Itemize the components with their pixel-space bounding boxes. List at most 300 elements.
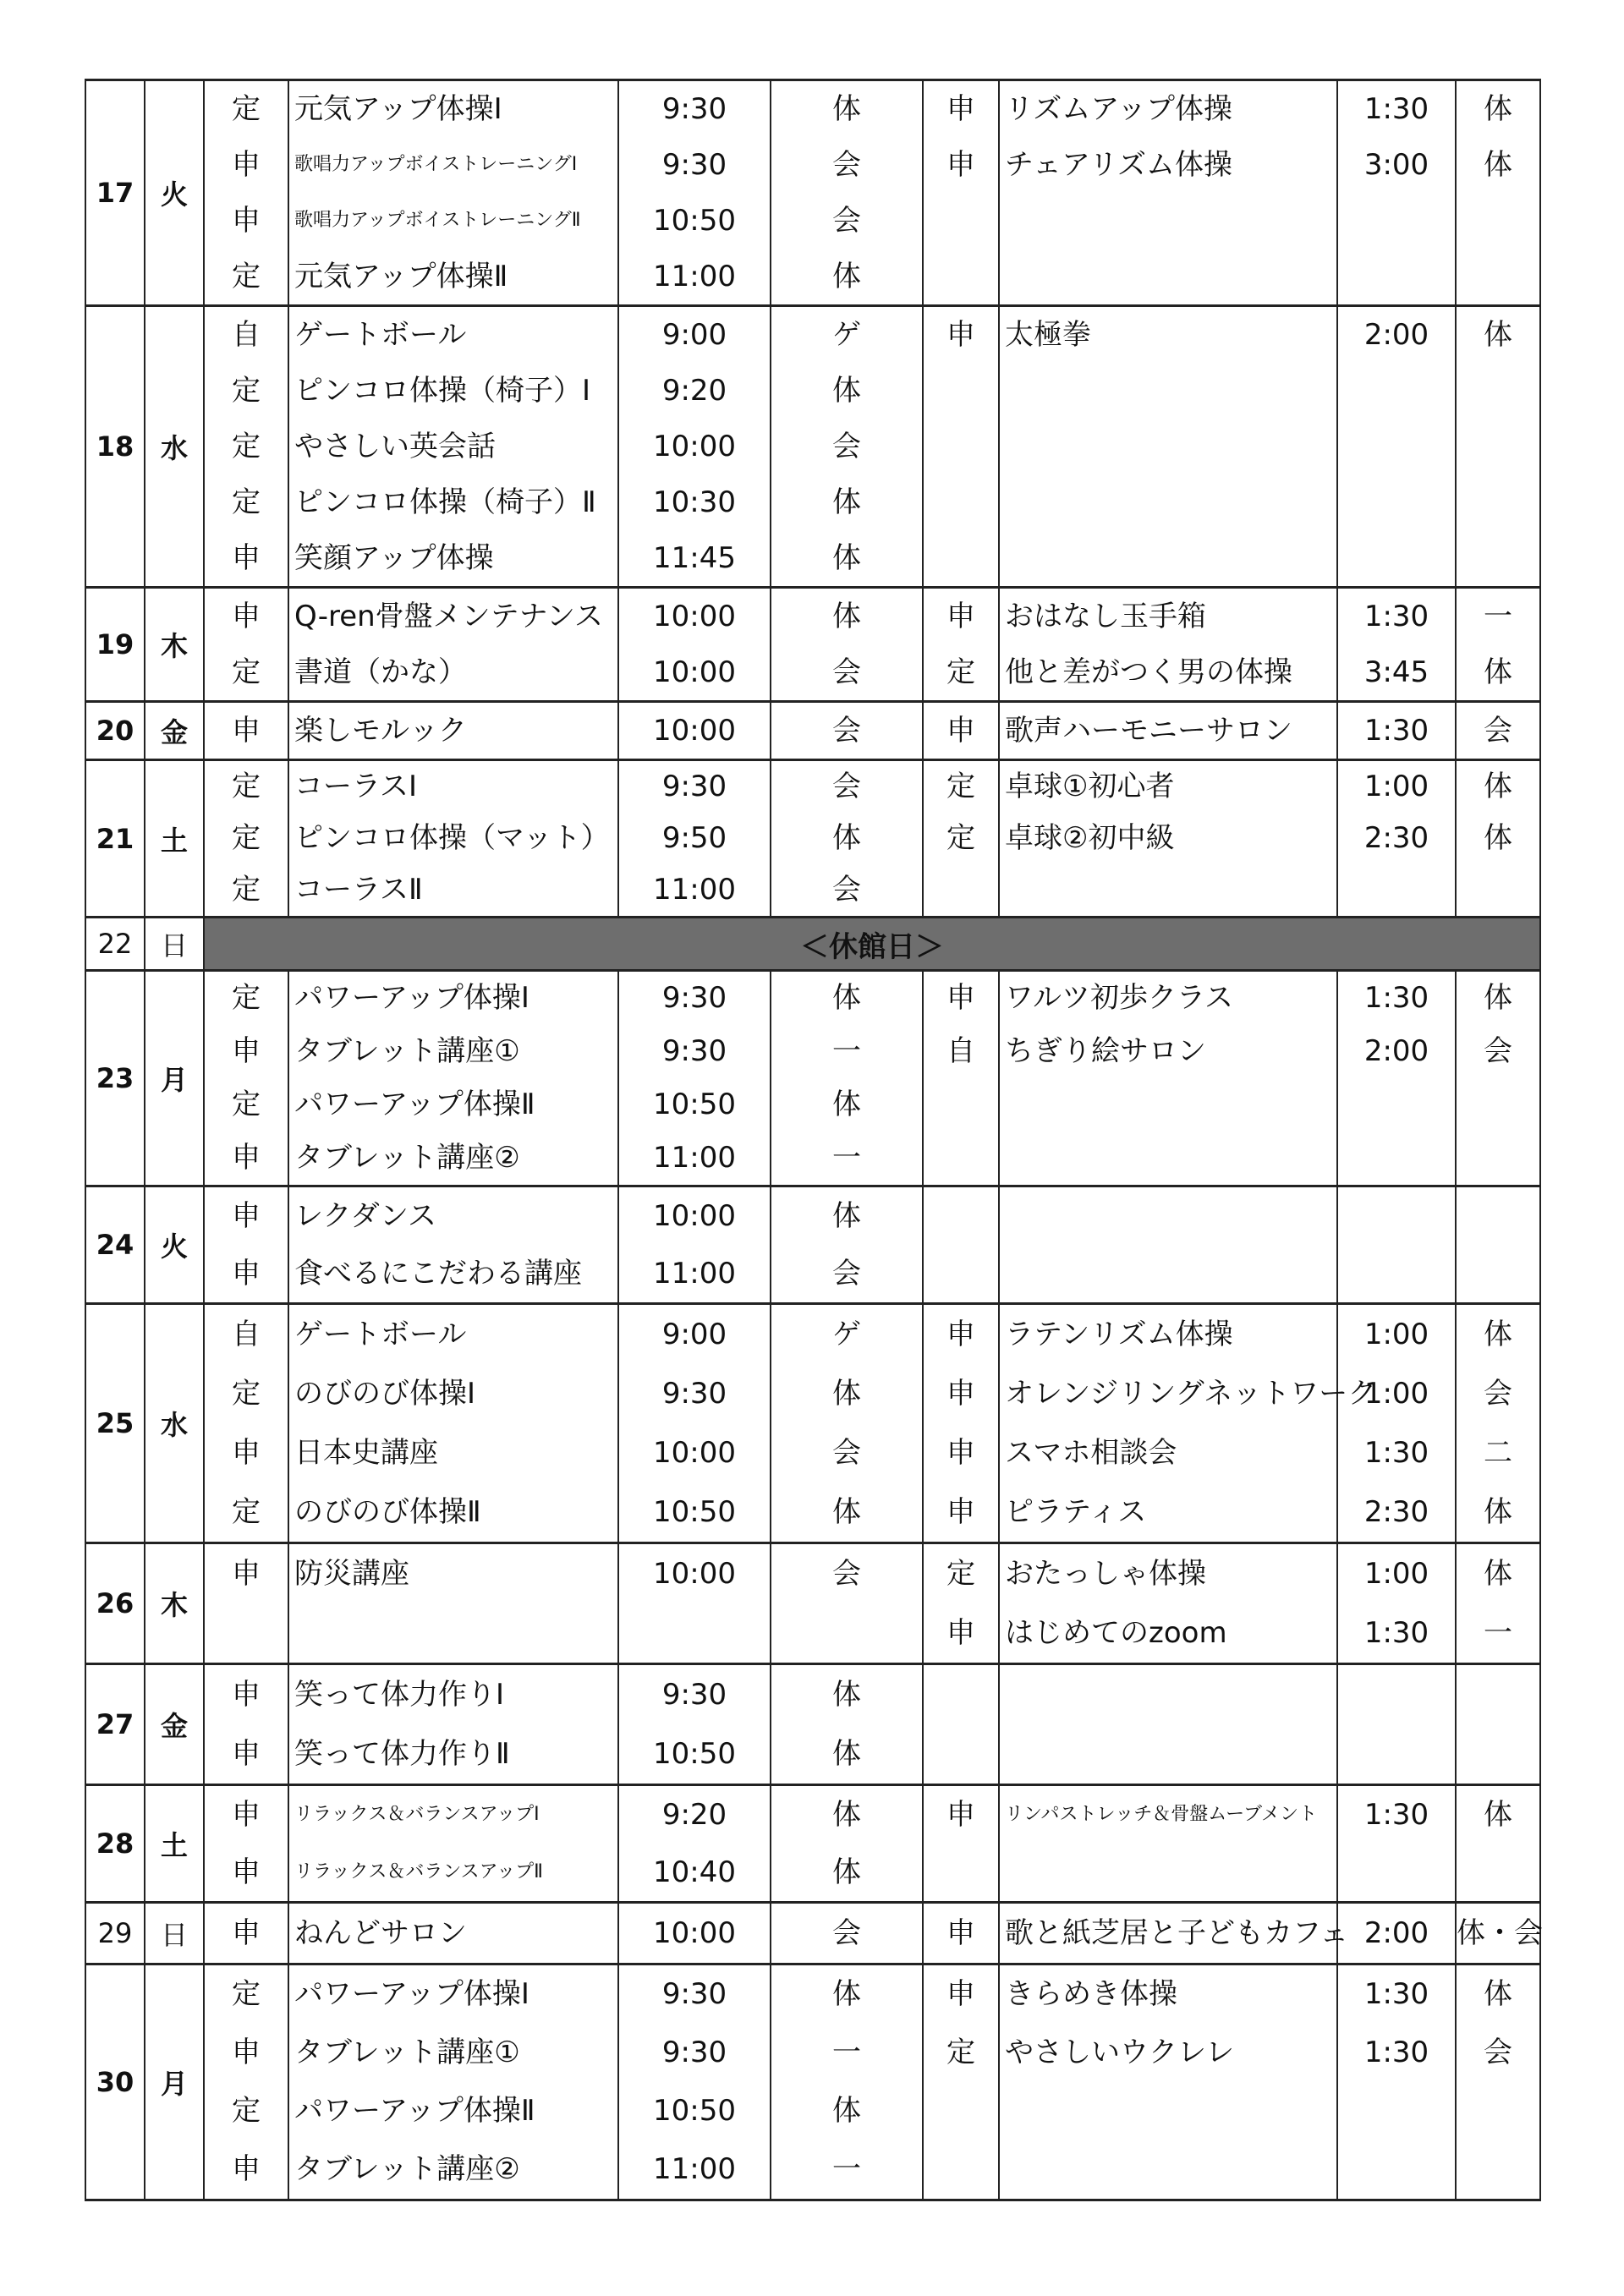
event-name: ラテンリズム体操 (1005, 1318, 1233, 1351)
event-name: パワーアップ体操Ⅰ (294, 1977, 529, 2011)
event-name: 笑って体力作りⅡ (294, 1737, 510, 1771)
event-place: 体 (832, 1199, 861, 1233)
am-place-column (771, 1543, 923, 1664)
day-row (85, 1785, 1540, 1903)
am-kind-column (204, 1903, 288, 1964)
event-time: 9:50 (661, 821, 727, 855)
event-kind: 申 (232, 2152, 261, 2186)
event-place: 体 (1484, 981, 1512, 1015)
day-date: 27 (85, 1664, 145, 1785)
event-kind: 定 (946, 2036, 975, 2069)
am-kind-column (204, 971, 288, 1186)
event-kind: 申 (232, 1034, 261, 1068)
day-row (85, 1903, 1540, 1964)
event-name: ちぎり絵サロン (1005, 1034, 1206, 1068)
event-kind: 定 (946, 821, 975, 855)
event-place: 体 (832, 821, 861, 855)
day-row (85, 1543, 1540, 1664)
pm-kind-column (923, 971, 999, 1186)
event-place: 体 (832, 1495, 861, 1529)
am-kind-column (204, 588, 288, 702)
event-name: Q-ren骨盤メンテナンス (294, 600, 603, 633)
event-place: 一 (832, 1034, 861, 1068)
event-kind: 定 (232, 1977, 261, 2011)
pm-name-column (999, 306, 1337, 588)
am-kind-column (204, 306, 288, 588)
event-name: ゲートボール (294, 318, 467, 352)
event-place: 体 (1484, 770, 1512, 803)
pm-name-column (999, 1186, 1337, 1304)
event-kind: 申 (232, 2036, 261, 2069)
day-weekday: 水 (145, 306, 204, 588)
event-kind: 申 (232, 1798, 261, 1832)
event-place: 体 (832, 1737, 861, 1771)
event-time: 1:30 (1363, 2036, 1429, 2069)
empty-slot (924, 249, 998, 304)
event-time: 9:30 (661, 981, 727, 1015)
empty-slot (1338, 1665, 1455, 1724)
empty-slot (924, 1187, 998, 1245)
event-time: 2:00 (1363, 318, 1429, 352)
event-place: 体 (832, 1855, 861, 1889)
day-weekday: 火 (145, 1186, 204, 1304)
empty-slot (1338, 1078, 1455, 1132)
event-kind: 定 (232, 430, 261, 463)
event-kind: 定 (946, 770, 975, 803)
event-time: 10:00 (653, 1916, 736, 1950)
am-name-column (288, 1664, 618, 1785)
event-name: 歌声ハーモニーサロン (1005, 714, 1292, 748)
empty-slot (1000, 363, 1336, 419)
event-time: 10:00 (653, 430, 736, 463)
event-place: 二 (1484, 1436, 1512, 1470)
event-time: 1:30 (1363, 1977, 1429, 2011)
empty-slot (1000, 1724, 1336, 1784)
pm-name-column (999, 1964, 1337, 2200)
pm-place-column (1456, 1903, 1543, 1964)
event-place: 体 (832, 2094, 861, 2128)
event-place: 体 (1484, 821, 1512, 855)
am-place-column (771, 306, 923, 588)
day-date: 30 (85, 1964, 145, 2200)
pm-time-column (1337, 588, 1456, 702)
event-kind: 定 (232, 485, 261, 519)
event-time: 10:50 (653, 2094, 736, 2128)
empty-slot (1457, 2082, 1539, 2140)
am-name-column (288, 1186, 618, 1304)
am-place-column (771, 971, 923, 1186)
am-place-column (771, 1304, 923, 1543)
day-weekday: 木 (145, 588, 204, 702)
empty-slot (924, 1665, 998, 1724)
am-name-column (288, 971, 618, 1186)
pm-name-column (999, 80, 1337, 306)
empty-slot (205, 1603, 288, 1663)
am-name-column (288, 306, 618, 588)
day-date: 20 (85, 702, 145, 760)
pm-place-column (1456, 760, 1540, 918)
am-name-column (288, 702, 618, 760)
am-place-column (771, 80, 923, 306)
event-place: 会 (832, 714, 861, 748)
day-weekday: 土 (145, 1785, 204, 1903)
event-time: 1:30 (1363, 92, 1429, 126)
event-place: 体 (1484, 92, 1512, 126)
event-name: スマホ相談会 (1005, 1436, 1177, 1470)
pm-kind-column (923, 306, 999, 588)
closed-day-banner: ＜休館日＞ (204, 918, 1540, 971)
pm-name-column (999, 1664, 1337, 1785)
empty-slot (1457, 474, 1539, 530)
event-time: 10:00 (653, 655, 736, 689)
day-weekday: 木 (145, 1543, 204, 1664)
event-place: 会 (832, 1257, 861, 1290)
empty-slot (1457, 1078, 1539, 1132)
event-place: 会 (1484, 1377, 1512, 1411)
event-place: 体 (832, 1977, 861, 2011)
event-time: 9:00 (661, 318, 727, 352)
event-place: 会 (832, 770, 861, 803)
event-time: 2:30 (1363, 1495, 1429, 1529)
event-place: 体 (832, 1798, 861, 1832)
pm-time-column (1337, 971, 1456, 1186)
event-kind: 申 (232, 1141, 261, 1175)
day-date: 23 (85, 971, 145, 1186)
event-place: 体 (1484, 1495, 1512, 1529)
am-place-column (771, 1964, 923, 2200)
event-kind: 申 (946, 1616, 975, 1650)
am-kind-column (204, 1664, 288, 1785)
event-kind: 定 (232, 374, 261, 408)
empty-slot (1457, 1665, 1539, 1724)
event-kind: 申 (946, 981, 975, 1015)
am-time-column (618, 1304, 771, 1543)
pm-name-column (999, 702, 1337, 760)
day-row (85, 918, 1540, 971)
event-name: 楽しモルック (294, 714, 467, 748)
event-kind: 申 (946, 1495, 975, 1529)
empty-slot (1457, 1187, 1539, 1245)
event-kind: 定 (232, 260, 261, 293)
event-time: 2:00 (1363, 1034, 1429, 1068)
pm-kind-column (923, 702, 999, 760)
event-name: リンパストレッチ＆骨盤ムーブメント (1005, 1804, 1318, 1825)
empty-slot (1000, 2140, 1336, 2199)
empty-slot (1000, 1665, 1336, 1724)
empty-slot (1457, 530, 1539, 586)
day-date: 28 (85, 1785, 145, 1903)
am-place-column (771, 1664, 923, 1785)
event-time: 2:30 (1363, 821, 1429, 855)
event-name: ピンコロ体操（椅子）Ⅰ (294, 374, 591, 408)
event-name: チェアリズム体操 (1005, 148, 1232, 182)
event-place: 一 (832, 2036, 861, 2069)
empty-slot (1000, 419, 1336, 474)
am-time-column (618, 80, 771, 306)
event-time: 1:30 (1363, 600, 1429, 633)
event-time: 9:30 (661, 1977, 727, 2011)
am-name-column (288, 1903, 618, 1964)
event-place: 一 (1484, 1616, 1512, 1650)
event-time: 10:00 (653, 1199, 736, 1233)
event-time: 1:00 (1363, 1318, 1429, 1351)
event-name: きらめき体操 (1005, 1977, 1177, 2011)
event-name: 歌唱力アップボイストレーニングⅡ (294, 210, 581, 231)
event-time: 1:30 (1363, 1798, 1429, 1832)
empty-slot (1000, 1187, 1336, 1245)
event-place: 会 (832, 655, 861, 689)
empty-slot (924, 474, 998, 530)
empty-slot (924, 1132, 998, 1185)
event-name: おたっしゃ体操 (1005, 1557, 1206, 1591)
pm-place-column (1456, 1186, 1540, 1304)
pm-time-column (1337, 1186, 1456, 1304)
am-time-column (618, 1543, 771, 1664)
event-kind: 申 (232, 1557, 261, 1591)
event-time: 3:00 (1363, 148, 1429, 182)
am-time-column (618, 1964, 771, 2200)
event-time: 9:30 (661, 1678, 727, 1712)
pm-time-column (1337, 760, 1456, 918)
event-kind: 申 (232, 541, 261, 575)
event-name: 日本史講座 (294, 1436, 438, 1470)
day-weekday: 金 (145, 702, 204, 760)
event-kind: 申 (946, 1436, 975, 1470)
event-name: 太極拳 (1005, 318, 1091, 352)
pm-place-column (1456, 971, 1540, 1186)
pm-place-column (1456, 306, 1540, 588)
event-place: 体 (832, 600, 861, 633)
event-place: 会 (832, 1916, 861, 1950)
pm-time-column (1337, 1964, 1456, 2200)
event-time: 1:00 (1363, 1557, 1429, 1591)
event-name: ゲートボール (294, 1318, 467, 1351)
event-place: 会 (1484, 2036, 1512, 2069)
day-weekday: 月 (145, 971, 204, 1186)
event-time: 1:30 (1363, 981, 1429, 1015)
event-time: 9:30 (661, 2036, 727, 2069)
empty-slot (1338, 530, 1455, 586)
event-kind: 定 (232, 821, 261, 855)
day-date: 25 (85, 1304, 145, 1543)
empty-slot (924, 530, 998, 586)
empty-slot (1457, 864, 1539, 916)
event-kind: 申 (232, 148, 261, 182)
event-place: 一 (832, 1141, 861, 1175)
am-place-column (771, 702, 923, 760)
am-time-column (618, 760, 771, 918)
empty-slot (1457, 1844, 1539, 1901)
event-name: レクダンス (294, 1199, 436, 1233)
empty-slot (1338, 1132, 1455, 1185)
event-name: コーラスⅡ (294, 873, 423, 907)
event-kind: 申 (946, 1916, 975, 1950)
day-row (85, 80, 1540, 306)
empty-slot (619, 1603, 770, 1663)
pm-kind-column (923, 1664, 999, 1785)
event-place: 体 (832, 260, 861, 293)
event-time: 9:20 (661, 374, 727, 408)
empty-slot (1457, 2140, 1539, 2199)
event-kind: 申 (946, 318, 975, 352)
pm-place-column (1456, 1664, 1540, 1785)
empty-slot (1457, 363, 1539, 419)
event-place: 会 (832, 148, 861, 182)
event-kind: 申 (232, 600, 261, 633)
event-time: 10:50 (653, 1737, 736, 1771)
empty-slot (1000, 1245, 1336, 1302)
event-kind: 申 (946, 148, 975, 182)
am-time-column (618, 1664, 771, 1785)
event-kind: 申 (946, 600, 975, 633)
event-kind: 定 (232, 1377, 261, 1411)
event-time: 9:30 (661, 770, 727, 803)
event-name: ピラティス (1005, 1495, 1147, 1529)
event-name: リラックス＆バランスアップⅠ (294, 1804, 540, 1825)
event-place: 体 (1484, 1318, 1512, 1351)
day-weekday: 日 (145, 1903, 204, 1964)
event-time: 9:30 (661, 92, 727, 126)
event-time: 3:45 (1363, 655, 1429, 689)
empty-slot (924, 1245, 998, 1302)
day-row (85, 702, 1540, 760)
event-name: タブレット講座① (294, 2036, 520, 2069)
day-weekday: 月 (145, 1964, 204, 2200)
empty-slot (1000, 530, 1336, 586)
event-place: 体 (832, 485, 861, 519)
pm-name-column (999, 971, 1337, 1186)
event-place: ゲ (832, 1318, 861, 1351)
event-kind: 定 (946, 1557, 975, 1591)
empty-slot (1457, 1724, 1539, 1784)
event-kind: 申 (232, 714, 261, 748)
pm-kind-column (923, 80, 999, 306)
event-name: リラックス＆バランスアップⅡ (294, 1861, 543, 1882)
empty-slot (1338, 419, 1455, 474)
am-kind-column (204, 1186, 288, 1304)
empty-slot (771, 1603, 922, 1663)
am-time-column (618, 971, 771, 1186)
event-time: 1:30 (1363, 1616, 1429, 1650)
event-time: 1:30 (1363, 714, 1429, 748)
event-time: 9:00 (661, 1318, 727, 1351)
empty-slot (1000, 864, 1336, 916)
event-place: 体 (1484, 655, 1512, 689)
pm-place-column (1456, 80, 1540, 306)
empty-slot (1338, 2082, 1455, 2140)
event-kind: 申 (946, 1798, 975, 1832)
pm-time-column (1337, 1785, 1456, 1903)
pm-time-column (1337, 80, 1456, 306)
day-weekday: 水 (145, 1304, 204, 1543)
event-name: オレンジリングネットワーク (1005, 1377, 1377, 1411)
event-kind: 申 (232, 1436, 261, 1470)
pm-time-column (1337, 1903, 1456, 1964)
empty-slot (1338, 2140, 1455, 2199)
pm-time-column (1337, 306, 1456, 588)
day-weekday: 金 (145, 1664, 204, 1785)
empty-slot (924, 864, 998, 916)
event-place: 体 (832, 981, 861, 1015)
event-place: 体 (1484, 318, 1512, 352)
day-date: 21 (85, 760, 145, 918)
event-kind: 定 (232, 655, 261, 689)
am-place-column (771, 760, 923, 918)
event-name: ねんどサロン (294, 1916, 467, 1950)
event-kind: 定 (232, 2094, 261, 2128)
am-kind-column (204, 760, 288, 918)
event-name: タブレット講座① (294, 1034, 520, 1068)
event-name: 食べるにこだわる講座 (294, 1257, 582, 1290)
am-kind-column (204, 1304, 288, 1543)
pm-time-column (1337, 1304, 1456, 1543)
event-time: 10:50 (653, 1495, 736, 1529)
event-name: コーラスⅠ (294, 770, 418, 803)
empty-slot (924, 2082, 998, 2140)
event-time: 11:00 (653, 1257, 736, 1290)
event-place: 体・会 (1457, 1916, 1543, 1950)
event-name: 歌唱力アップボイストレーニングⅠ (294, 154, 578, 175)
event-kind: 申 (232, 1678, 261, 1712)
event-time: 9:30 (661, 1034, 727, 1068)
empty-slot (1000, 1078, 1336, 1132)
event-name: おはなし玉手箱 (1005, 600, 1206, 633)
event-name: 防災講座 (294, 1557, 409, 1591)
event-place: 会 (832, 204, 861, 238)
event-name: ピンコロ体操（マット） (294, 821, 610, 855)
event-kind: 自 (232, 318, 261, 352)
empty-slot (1000, 2082, 1336, 2140)
empty-slot (1457, 193, 1539, 249)
am-name-column (288, 1304, 618, 1543)
event-name: 笑顔アップ体操 (294, 541, 494, 575)
empty-slot (1000, 1844, 1336, 1901)
event-kind: 申 (232, 1916, 261, 1950)
pm-place-column (1456, 1785, 1540, 1903)
event-name: 卓球①初心者 (1005, 770, 1175, 803)
event-time: 1:00 (1363, 1377, 1429, 1411)
event-name: パワーアップ体操Ⅰ (294, 981, 529, 1015)
event-name: パワーアップ体操Ⅱ (294, 1088, 535, 1121)
empty-slot (924, 2140, 998, 2199)
event-time: 10:00 (653, 1436, 736, 1470)
empty-slot (1338, 193, 1455, 249)
event-kind: 定 (946, 655, 975, 689)
event-time: 10:30 (653, 485, 736, 519)
pm-kind-column (923, 588, 999, 702)
empty-slot (1000, 474, 1336, 530)
pm-name-column (999, 1543, 1337, 1664)
event-place: 体 (1484, 148, 1512, 182)
empty-slot (1457, 1132, 1539, 1185)
empty-slot (924, 1724, 998, 1784)
pm-place-column (1456, 1543, 1540, 1664)
event-name: はじめてのzoom (1005, 1616, 1227, 1650)
day-weekday: 日 (145, 918, 204, 971)
event-kind: 申 (946, 1977, 975, 2011)
event-kind: 定 (232, 770, 261, 803)
event-name: ワルツ初歩クラス (1005, 981, 1233, 1015)
event-place: 体 (832, 541, 861, 575)
event-name: 卓球②初中級 (1005, 821, 1175, 855)
event-kind: 申 (232, 1199, 261, 1233)
event-name: ピンコロ体操（椅子）Ⅱ (294, 485, 596, 519)
pm-place-column (1456, 702, 1540, 760)
am-name-column (288, 1543, 618, 1664)
day-row (85, 306, 1540, 588)
event-time: 1:00 (1363, 770, 1429, 803)
empty-slot (1000, 249, 1336, 304)
